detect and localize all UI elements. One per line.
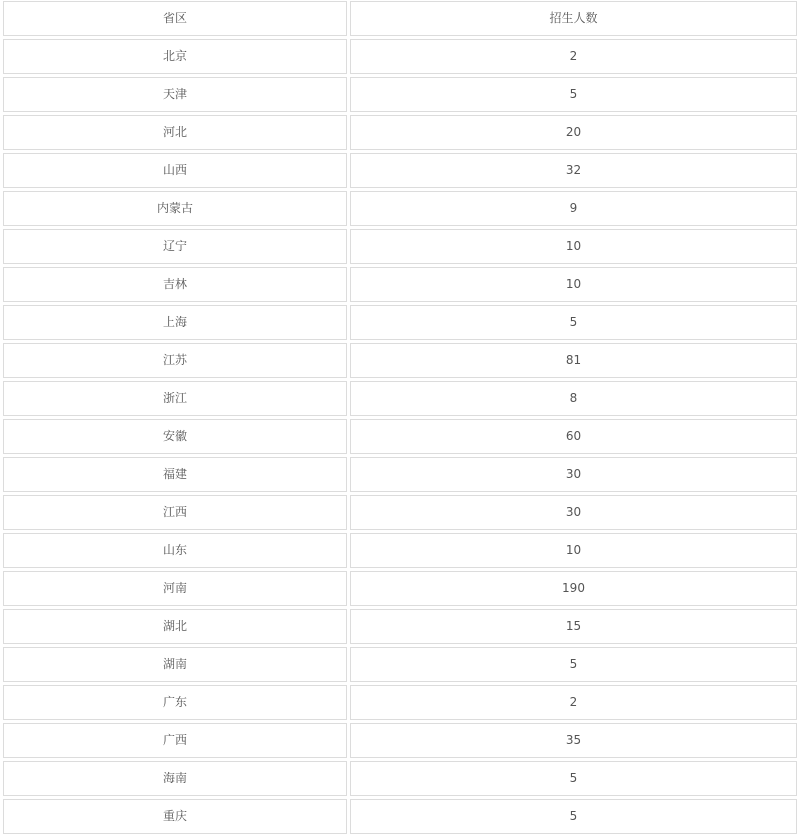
province-cell: 湖南: [3, 647, 347, 682]
table-row: [3, 39, 797, 74]
enrollment-count-cell: 5: [350, 799, 797, 834]
table-row: [3, 685, 797, 720]
province-cell: 内蒙古: [3, 191, 347, 226]
enrollment-count-cell: 35: [350, 723, 797, 758]
enrollment-count-cell: 5: [350, 647, 797, 682]
province-cell: 广东: [3, 685, 347, 720]
table-row: [3, 761, 797, 796]
table-row: [3, 77, 797, 112]
enrollment-count-cell: 30: [350, 495, 797, 530]
enrollment-count-cell: 5: [350, 77, 797, 112]
province-cell: 广西: [3, 723, 347, 758]
table-row: [3, 191, 797, 226]
province-cell: 重庆: [3, 799, 347, 834]
table-row: [3, 267, 797, 302]
table-row: [3, 115, 797, 150]
enrollment-count-cell: 2: [350, 39, 797, 74]
province-cell: 江苏: [3, 343, 347, 378]
enrollment-count-cell: 32: [350, 153, 797, 188]
table-row: [3, 419, 797, 454]
table-row: [3, 799, 797, 834]
enrollment-count-cell: 2: [350, 685, 797, 720]
enrollment-count-cell: 9: [350, 191, 797, 226]
province-cell: 山西: [3, 153, 347, 188]
table-row: [3, 153, 797, 188]
province-cell: 福建: [3, 457, 347, 492]
enrollment-count-cell: 5: [350, 305, 797, 340]
enrollment-count-cell: 30: [350, 457, 797, 492]
table-row: [3, 571, 797, 606]
header-enrollment-count: 招生人数: [350, 1, 797, 36]
province-cell: 湖北: [3, 609, 347, 644]
province-cell: 山东: [3, 533, 347, 568]
province-cell: 吉林: [3, 267, 347, 302]
table-row: [3, 457, 797, 492]
province-cell: 江西: [3, 495, 347, 530]
enrollment-count-cell: 10: [350, 267, 797, 302]
table-body: [3, 1, 797, 834]
table-header-row: [3, 1, 797, 36]
province-cell: 上海: [3, 305, 347, 340]
province-cell: 北京: [3, 39, 347, 74]
table-row: [3, 495, 797, 530]
province-cell: 海南: [3, 761, 347, 796]
province-cell: 河南: [3, 571, 347, 606]
enrollment-count-cell: 5: [350, 761, 797, 796]
table-row: [3, 647, 797, 682]
table-row: [3, 533, 797, 568]
province-cell: 安徽: [3, 419, 347, 454]
table-row: [3, 609, 797, 644]
province-cell: 浙江: [3, 381, 347, 416]
table-row: [3, 305, 797, 340]
province-cell: 天津: [3, 77, 347, 112]
enrollment-count-cell: 60: [350, 419, 797, 454]
enrollment-count-cell: 15: [350, 609, 797, 644]
enrollment-count-cell: 10: [350, 533, 797, 568]
enrollment-count-cell: 190: [350, 571, 797, 606]
province-cell: 辽宁: [3, 229, 347, 264]
table-row: [3, 343, 797, 378]
enrollment-count-cell: 81: [350, 343, 797, 378]
table-row: [3, 229, 797, 264]
header-province: 省区: [3, 1, 347, 36]
province-cell: 河北: [3, 115, 347, 150]
table-row: [3, 723, 797, 758]
enrollment-count-cell: 20: [350, 115, 797, 150]
enrollment-count-cell: 10: [350, 229, 797, 264]
table-row: [3, 381, 797, 416]
enrollment-count-cell: 8: [350, 381, 797, 416]
